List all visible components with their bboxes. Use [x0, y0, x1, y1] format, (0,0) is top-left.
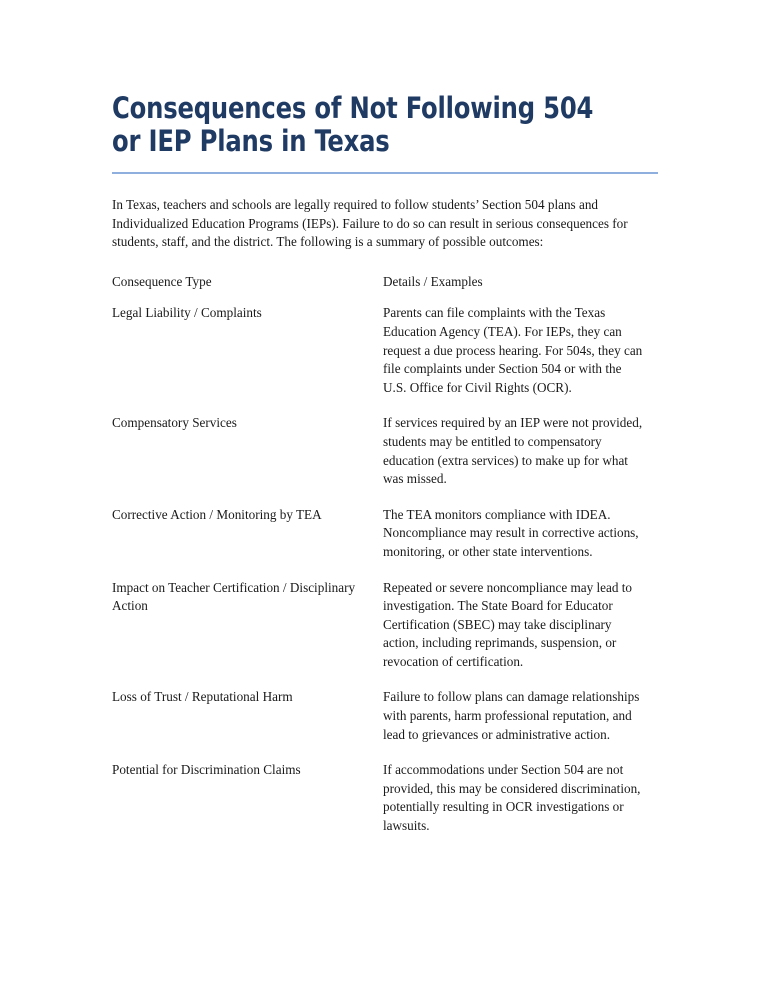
cell-details: If services required by an IEP were not provided, students may be entitled to compensatory education (extra services) to make up for what was missed. [383, 415, 643, 487]
page-title: Consequences of Not Following 504 or IEP Plans in Texas [112, 91, 594, 158]
cell-details: Parents can file complaints with the Texas Education Agency (TEA). For IEPs, they can request a due process hearing. For 504s, they can file complaints under Section 504 or with the U.S. Office for Civil Rights (OCR). [383, 305, 643, 395]
cell-consequence-type: Compensatory Services [112, 415, 237, 431]
table-header-row [112, 273, 658, 292]
cell-details: Failure to follow plans can damage relationships with parents, harm professional reputation, and lead to grievances or administrative action. [383, 689, 640, 742]
table-row [112, 506, 658, 562]
cell-details: If accommodations under Section 504 are not provided, this may be considered discrimination, potentially resulting in OCR investigations or lawsuits. [383, 762, 641, 834]
table-row [112, 414, 658, 488]
cell-details: Repeated or severe noncompliance may lead to investigation. The State Board for Educator Certification (SBEC) may take disciplinary action, including reprimands, suspension, or revocation of certification. [383, 579, 632, 669]
table-row [112, 579, 658, 672]
cell-consequence-type: Legal Liability / Complaints [112, 305, 262, 321]
consequences-table [112, 273, 658, 836]
column-header-details-examples: Details / Examples [383, 273, 483, 289]
table-row [112, 761, 658, 835]
cell-consequence-type: Corrective Action / Monitoring by TEA [112, 506, 322, 522]
intro-paragraph: In Texas, teachers and schools are legally required to follow students’ Section 504 plans and Individualized Education Programs (IEPs). Failure to do so can result in serious consequences for students, staff, and the district. The following is a summary of possible outcomes: [112, 197, 628, 250]
cell-consequence-type: Loss of Trust / Reputational Harm [112, 689, 293, 705]
cell-details: The TEA monitors compliance with IDEA. Noncompliance may result in corrective actions, monitoring, or other state interventions. [383, 506, 639, 559]
cell-consequence-type: Potential for Discrimination Claims [112, 762, 301, 778]
cell-consequence-type: Impact on Teacher Certification / Disciplinary Action [112, 579, 356, 614]
table-row [112, 688, 658, 744]
table-row [112, 304, 658, 397]
title-divider [112, 172, 658, 174]
column-header-consequence-type: Consequence Type [112, 273, 212, 289]
